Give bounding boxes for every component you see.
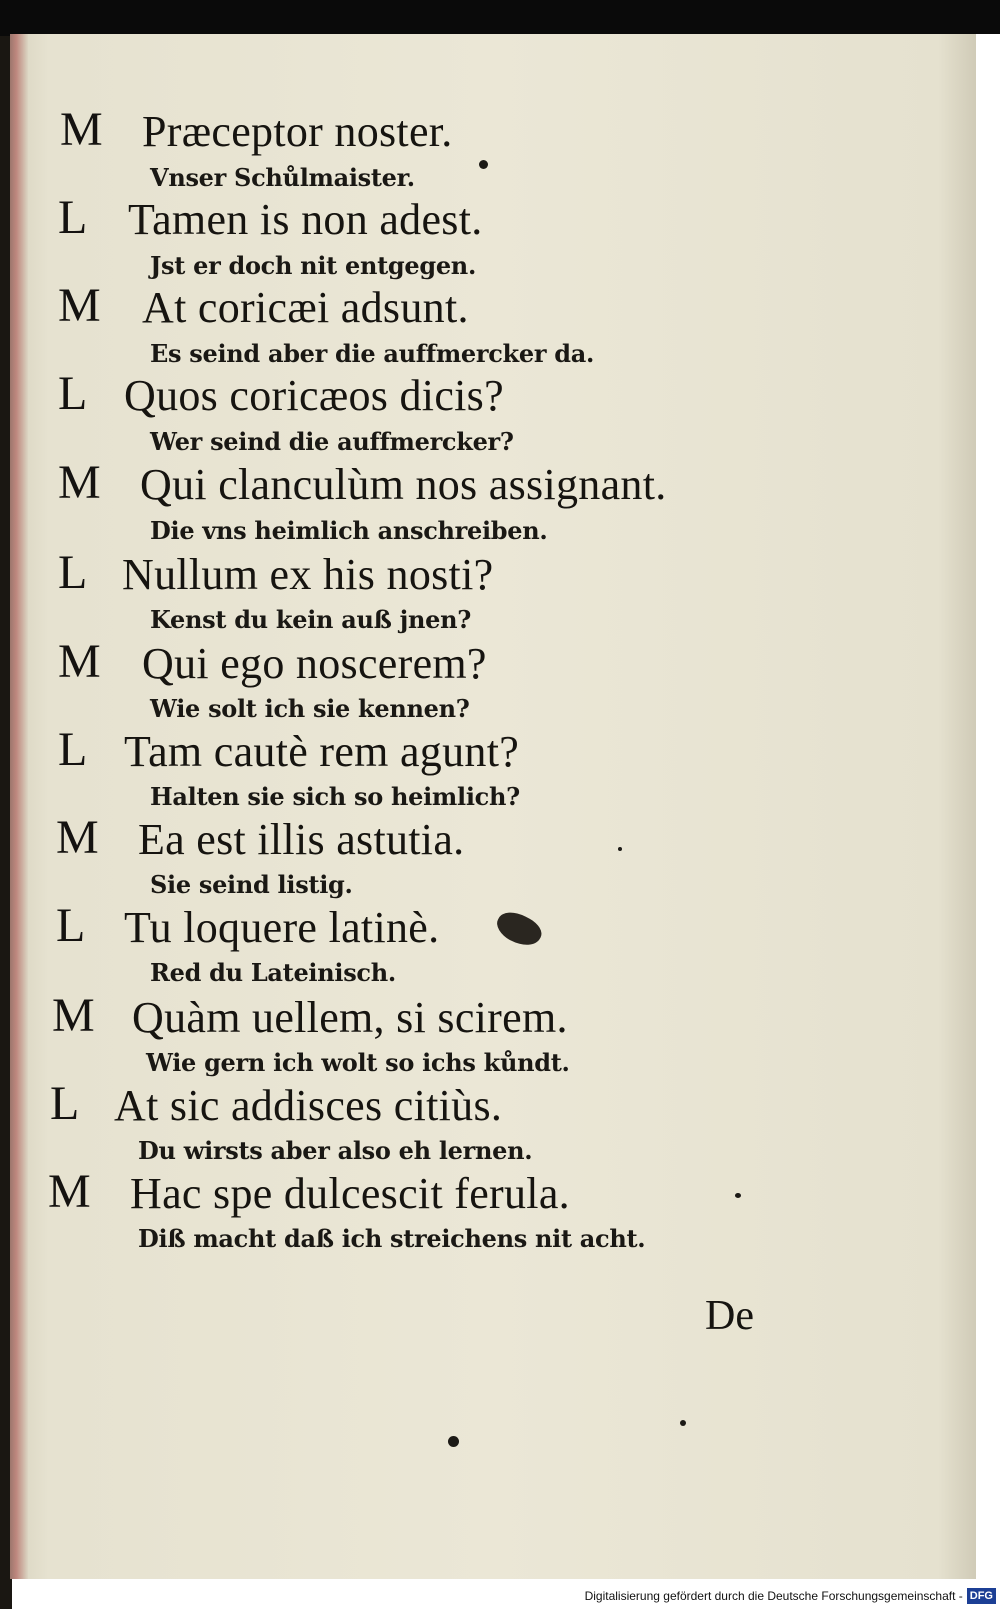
- ink-speck: [479, 160, 488, 169]
- latin-line: Nullum ex his nosti?: [122, 550, 494, 599]
- speaker-marker: M: [58, 279, 101, 332]
- german-translation: Sie seind listig.: [150, 870, 353, 899]
- speaker-marker: M: [60, 103, 103, 156]
- german-translation: Vnser Schůlmaister.: [150, 163, 415, 192]
- german-translation: Wie gern ich wolt so ichs kůndt.: [146, 1048, 570, 1077]
- latin-line: Qui ego noscerem?: [142, 639, 487, 688]
- german-translation: Wer seind die auffmercker?: [150, 427, 514, 456]
- latin-line: Tam cautè rem agunt?: [124, 727, 520, 776]
- speaker-marker: M: [58, 635, 101, 688]
- latin-line: Ea est illis astutia.: [138, 815, 465, 864]
- latin-line: Tamen is non adest.: [128, 195, 483, 244]
- speaker-marker: L: [56, 899, 86, 952]
- speaker-marker: M: [48, 1165, 91, 1218]
- latin-line: Quàm uellem, si scirem.: [132, 993, 568, 1042]
- german-translation: Wie solt ich sie kennen?: [150, 694, 470, 723]
- ink-speck: [735, 1193, 741, 1198]
- german-translation: Die vns heimlich anschreiben.: [150, 516, 548, 545]
- latin-line: Præceptor noster.: [142, 107, 453, 156]
- latin-line: At coricæi adsunt.: [142, 283, 469, 332]
- latin-line: Tu loquere latinè.: [124, 903, 440, 952]
- speaker-marker: L: [58, 191, 88, 244]
- latin-line: Qui clanculùm nos assignant.: [140, 460, 667, 509]
- speaker-marker: M: [52, 989, 95, 1042]
- catchword: De: [705, 1293, 754, 1339]
- ink-speck: [448, 1436, 459, 1447]
- speaker-marker: M: [56, 811, 99, 864]
- speaker-marker: M: [58, 456, 101, 509]
- speaker-marker: L: [58, 367, 88, 420]
- digitization-credit: [585, 1585, 996, 1607]
- latin-line: Hac spe dulcescit ferula.: [130, 1169, 570, 1218]
- ink-speck: [680, 1420, 686, 1426]
- german-translation: Du wirsts aber also eh lernen.: [138, 1136, 533, 1165]
- german-translation: Red du Lateinisch.: [150, 958, 396, 987]
- speaker-marker: L: [58, 723, 88, 776]
- speaker-marker: L: [50, 1077, 80, 1130]
- german-translation: Halten sie sich so heimlich?: [150, 782, 520, 811]
- german-translation: Es seind aber die auffmercker da.: [150, 339, 595, 368]
- german-translation: Kenst du kein auß jnen?: [150, 605, 472, 634]
- latin-line: Quos coricæos dicis?: [124, 371, 504, 420]
- german-translation: Diß macht daß ich streichens nit acht.: [138, 1224, 646, 1253]
- credit-text: Digitalisierung gefördert durch die Deutsche Forschungsgemeinschaft -: [584, 1589, 963, 1603]
- latin-line: At sic addisces citiùs.: [114, 1081, 503, 1130]
- german-translation: Jst er doch nit entgegen.: [150, 251, 477, 280]
- dfg-logo: DFG: [967, 1588, 996, 1604]
- speaker-marker: L: [58, 546, 88, 599]
- ink-speck: [618, 847, 622, 851]
